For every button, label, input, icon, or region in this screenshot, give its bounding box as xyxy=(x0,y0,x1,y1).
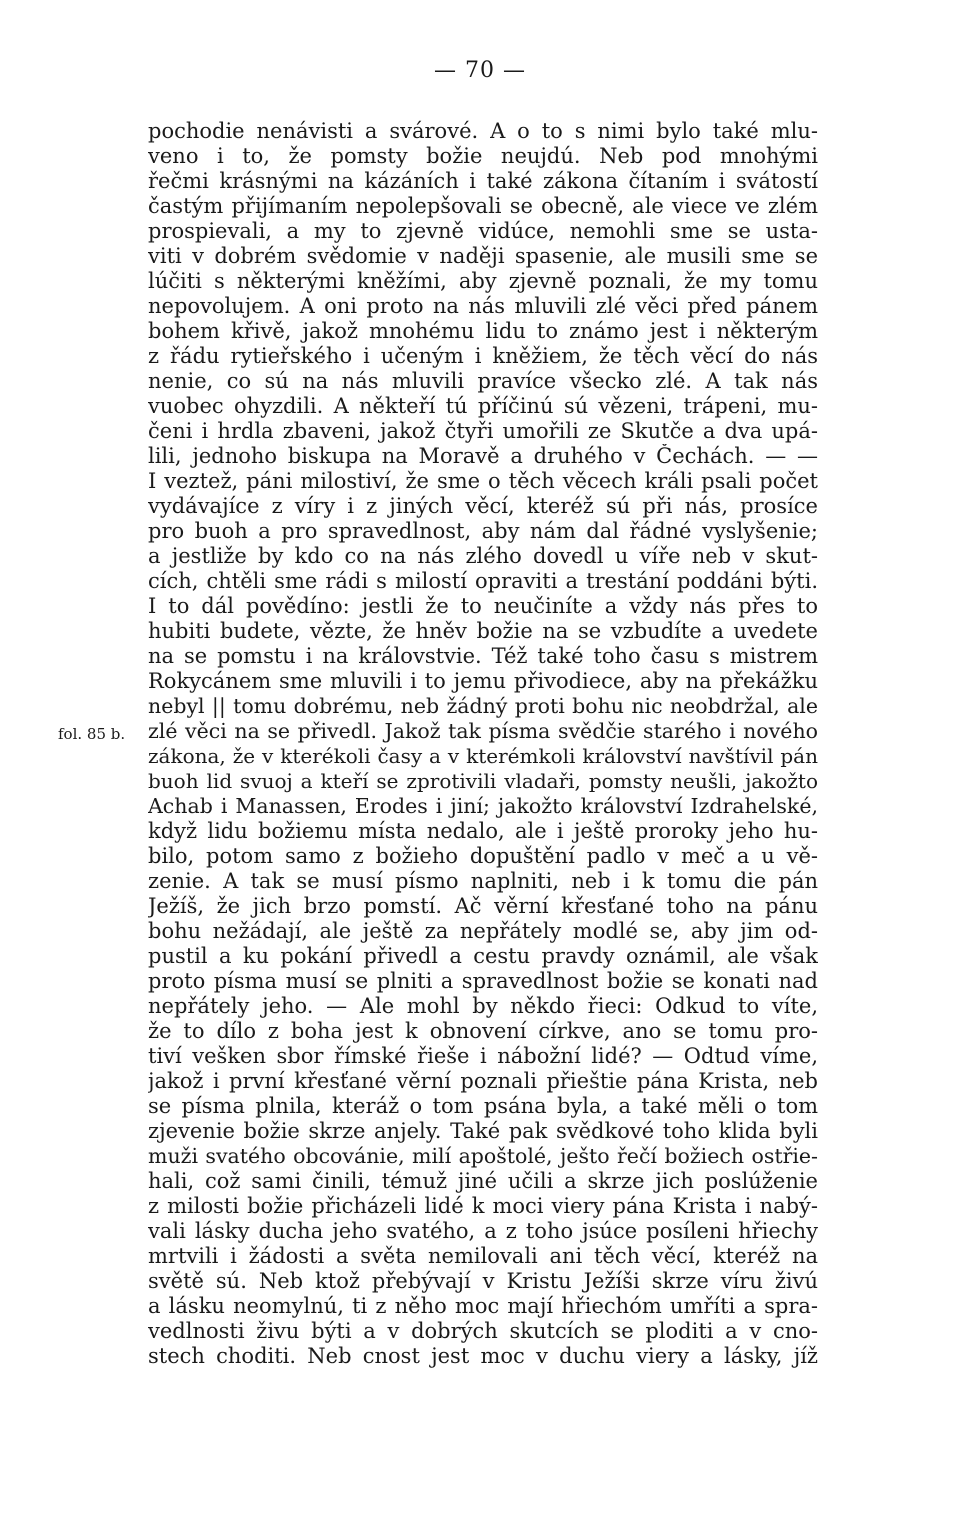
text-line: I to dál povědíno: jestli že to neučiníte a vždy nás přes to xyxy=(148,594,818,618)
text-line: tiví vešken sbor římské řieše i nábožní lidé? — Odtud víme, xyxy=(148,1044,818,1068)
text-line: bohu nežádají, ale ještě za nepřátely modlé se, aby jim od- xyxy=(148,919,818,943)
body-text xyxy=(148,119,818,1369)
text-line: z milosti božie přicházeli lidé k moci viery pána Krista i nabý- xyxy=(148,1194,818,1218)
text-line: vydávajíce z víry i z jiných věcí, kteréž sú při nás, prosíce xyxy=(148,494,818,518)
text-line: se písma plnila, kteráž o tom psána byla, a také měli o tom xyxy=(148,1094,818,1118)
text-line: bilo, potom samo z božieho dopuštění padlo v meč a u vě- xyxy=(148,844,818,868)
text-line: buoh lid svuoj a kteří se zprotivili vladaři, pomsty neušli, jakožto xyxy=(148,769,818,793)
text-line: na se pomstu i na královstvie. Též také toho času s mistrem xyxy=(148,644,818,668)
text-line: hubiti budete, vězte, že hněv božie na se vzbudíte a uvedete xyxy=(148,619,818,643)
text-line: vuobec ohyzdili. A někteří tú příčinú sú vězeni, trápeni, mu- xyxy=(148,394,818,418)
text-line: proto písma musí se plniti a spravedlnost božie se konati nad xyxy=(148,969,818,993)
text-line: čeni i hrdla zbaveni, jakož čtyři umořili ze Skutče a dva upá- xyxy=(148,419,818,443)
text-line: mrtvili i žádosti a světa nemilovali ani těch věcí, kteréž na xyxy=(148,1244,818,1268)
text-line: z řádu rytieřského i učeným i kněžiem, že těch věcí do nás xyxy=(148,344,818,368)
text-line: nepovolujem. A oni proto na nás mluvili zlé věci před pánem xyxy=(148,294,818,318)
text-line: Ježíš, že jich brzo pomstí. Ač věrní křesťané toho na pánu xyxy=(148,894,818,918)
text-line: nenie, co sú na nás mluvili pravíce všecko zlé. A tak nás xyxy=(148,369,818,393)
text-line: vali lásky ducha jeho svatého, a z toho jsúce posíleni hřiechy xyxy=(148,1219,818,1243)
text-line: prospievali, a my to zjevně vidúce, nemohli sme se usta- xyxy=(148,219,818,243)
text-line: stech choditi. Neb cnost jest moc v duchu viery a lásky, jíž xyxy=(148,1344,818,1368)
text-line: hali, což sami činili, témuž jiné učili a skrze jich poslúženie xyxy=(148,1169,818,1193)
text-line: bohem křivě, jakož mnohému lidu to známo jest i některým xyxy=(148,319,818,343)
margin-note-folio: fol. 85 b. xyxy=(58,725,126,743)
text-line: Achab i Manassen, Erodes i jiní; jakožto království Izdrahelské, xyxy=(148,794,818,818)
text-line: pustil a ku pokání přivedl a cestu pravdy oznámil, ale však xyxy=(148,944,818,968)
text-line: že to dílo z boha jest k obnovení církve, ano se tomu pro- xyxy=(148,1019,818,1043)
text-line: častým přijímaním nepolepšovali se obecně, ale viece ve zlém xyxy=(148,194,818,218)
text-line: pro buoh a pro spravedlnost, aby nám dal řádné vyslyšenie; xyxy=(148,519,818,543)
text-line: když lidu božiemu místa nedalo, ale i ještě proroky jeho hu- xyxy=(148,819,818,843)
text-line: zlé věci na se přivedl. Jakož tak písma svědčie starého i nového xyxy=(148,719,818,743)
text-line: a jestliže by kdo co na nás zlého dovedl u víře neb v skut- xyxy=(148,544,818,568)
text-line: veno i to, že pomsty božie neujdú. Neb pod mnohými xyxy=(148,144,818,168)
text-line: pochodie nenávisti a svárové. A o to s nimi bylo také mlu- xyxy=(148,119,818,143)
text-line: jakož i první křesťané věrní poznali přieštie pána Krista, neb xyxy=(148,1069,818,1093)
text-line: zákona, že v kterékoli časy a v kterémkoli království navštívil pán xyxy=(148,744,818,768)
text-line: světě sú. Neb ktož přebývají v Kristu Ježíši skrze víru živú xyxy=(148,1269,818,1293)
text-line: lúčiti s některými kněžími, aby zjevně poznali, že my tomu xyxy=(148,269,818,293)
text-line: cích, chtěli sme rádi s milostí opraviti a trestání poddáni býti. xyxy=(148,569,818,593)
page-number: — 70 — xyxy=(434,58,526,83)
text-line: řečmi krásnými na kázáních i také zákona čítaním i svátostí xyxy=(148,169,818,193)
text-line: nepřátely jeho. — Ale mohl by někdo řieci: Odkud to víte, xyxy=(148,994,818,1018)
text-line: I veztež, páni milostiví, že sme o těch věcech králi psali počet xyxy=(148,469,818,493)
text-line: vedlnosti živu býti a v dobrých skutcích se ploditi a v cno- xyxy=(148,1319,818,1343)
text-line: zjevenie božie skrze anjely. Také pak svědkové toho klida byli xyxy=(148,1119,818,1143)
text-line: viti v dobrém svědomie v naději spasenie, ale musili sme se xyxy=(148,244,818,268)
text-line: Rokycánem sme mluvili i to jemu přivodiece, aby na překážku xyxy=(148,669,818,693)
text-line: nebyl || tomu dobrému, neb žádný proti bohu nic neobdržal, ale xyxy=(148,694,818,718)
text-line: a lásku neomylnú, ti z něho moc mají hřiechóm umříti a spra- xyxy=(148,1294,818,1318)
text-line: muži svatého obcovánie, milí apoštolé, ješto řečí božiech ostřie- xyxy=(148,1144,818,1168)
text-line: lili, jednoho biskupa na Moravě a druhého v Čechách. — — xyxy=(148,444,818,468)
text-line: zenie. A tak se musí písmo naplniti, neb i k tomu die pán xyxy=(148,869,818,893)
